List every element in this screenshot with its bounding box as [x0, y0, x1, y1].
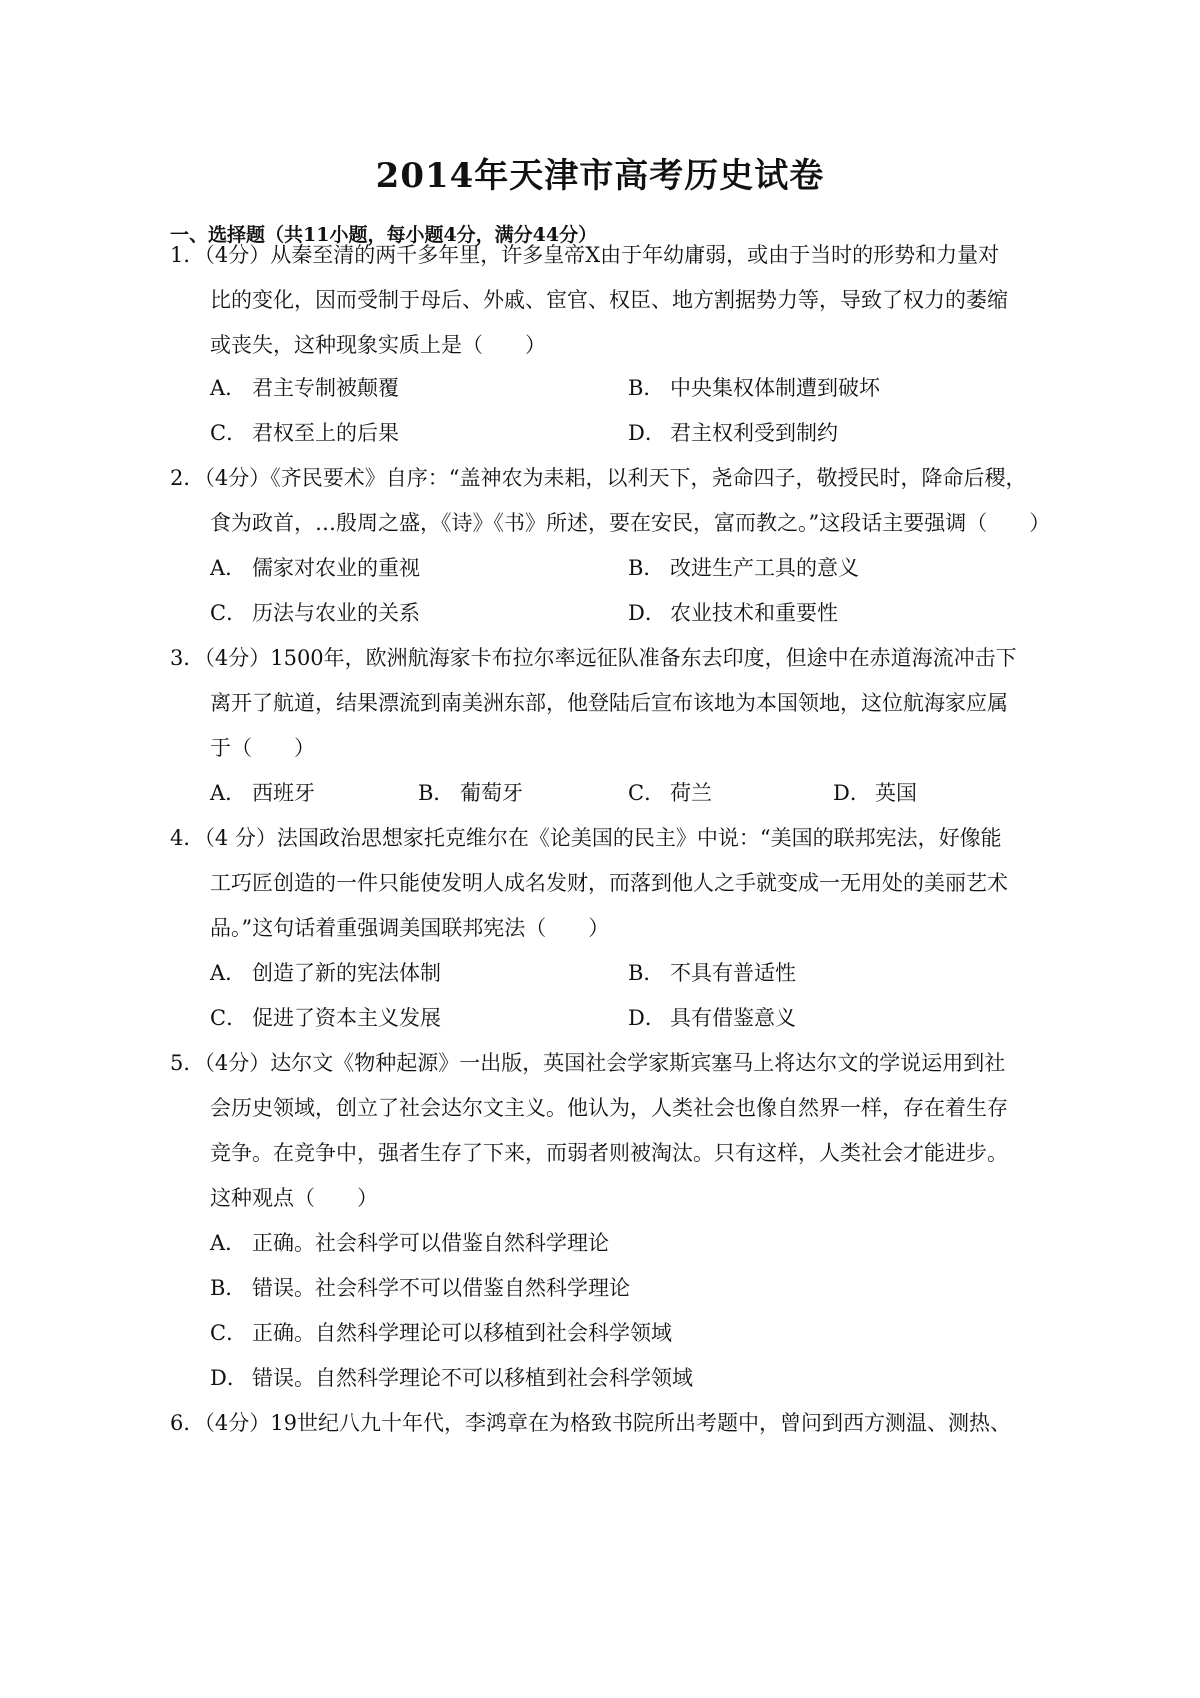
option-text: 不具有普适性 [670, 961, 796, 985]
question-1-option-d [628, 418, 838, 448]
option-text: 错误。社会科学不可以借鉴自然科学理论 [252, 1276, 630, 1300]
option-label: D． [628, 421, 666, 445]
question-2-line-1: 2．（4分）《齐民要术》自序：“盖神农为耒耜，以利天下，尧命四子，敬授民时，降命后稷， [170, 466, 1027, 490]
option-text: 促进了资本主义发展 [252, 1006, 441, 1030]
question-5-line-4: 这种观点（ ） [210, 1186, 378, 1210]
option-text: 君权至上的后果 [252, 421, 399, 445]
question-5-option-c [210, 1318, 672, 1348]
option-text: 西班牙 [252, 781, 315, 805]
option-label: A． [210, 781, 247, 805]
option-label: A． [210, 961, 247, 985]
option-text: 英国 [875, 781, 917, 805]
option-label: D． [210, 1366, 248, 1390]
question-3-option-c [628, 778, 712, 808]
question-5-option-a [210, 1228, 609, 1258]
option-text: 创造了新的宪法体制 [252, 961, 441, 985]
question-1-line-2: 比的变化，因而受制于母后、外戚、宦官、权臣、地方割据势力等，导致了权力的萎缩 [210, 288, 1008, 312]
question-1-option-b [628, 373, 880, 403]
question-5-line-1: 5．（4分）达尔文《物种起源》一出版，英国社会学家斯宾塞马上将达尔文的学说运用到社 [170, 1051, 1006, 1075]
question-6-line-1: 6．（4分）19世纪八九十年代，李鸿章在为格致书院所出考题中，曾问到西方测温、测热、 [170, 1411, 1011, 1435]
question-3-option-a [210, 778, 315, 808]
question-5-line-3: 竞争。在竞争中，强者生存了下来，而弱者则被淘汰。只有这样，人类社会才能进步。 [210, 1141, 1008, 1165]
option-label: B． [418, 781, 455, 805]
option-label: C． [210, 1006, 248, 1030]
option-label: B． [628, 376, 665, 400]
option-text: 改进生产工具的意义 [670, 556, 859, 580]
option-label: B． [628, 961, 665, 985]
question-2-line-2: 食为政首，…殷周之盛，《诗》《书》所述，要在安民，富而教之。”这段话主要强调（ ） [210, 511, 1051, 535]
question-5-option-d [210, 1363, 693, 1393]
option-label: C． [628, 781, 666, 805]
question-4-line-2: 工巧匠创造的一件只能使发明人成名发财，而落到他人之手就变成一无用处的美丽艺术 [210, 871, 1008, 895]
question-2-option-c [210, 598, 420, 628]
question-2-option-d [628, 598, 838, 628]
option-label: D． [833, 781, 871, 805]
question-4-option-b [628, 958, 796, 988]
option-text: 农业技术和重要性 [670, 601, 838, 625]
option-text: 历法与农业的关系 [252, 601, 420, 625]
question-5-line-2: 会历史领域，创立了社会达尔文主义。他认为，人类社会也像自然界一样，存在着生存 [210, 1096, 1008, 1120]
option-text: 荷兰 [670, 781, 712, 805]
question-4-option-d [628, 1003, 796, 1033]
question-3-line-1: 3．（4分）1500年，欧洲航海家卡布拉尔率远征队准备东去印度，但途中在赤道海流冲击下 [170, 646, 1017, 670]
question-3-line-2: 离开了航道，结果漂流到南美洲东部，他登陆后宣布该地为本国领地，这位航海家应属 [210, 691, 1008, 715]
page-title: 2014年天津市高考历史试卷 [375, 156, 825, 196]
option-label: C． [210, 1321, 248, 1345]
question-4-line-3: 品。”这句话着重强调美国联邦宪法（ ） [210, 916, 610, 940]
option-text: 葡萄牙 [460, 781, 523, 805]
option-label: B． [210, 1276, 247, 1300]
option-text: 中央集权体制遭到破坏 [670, 376, 880, 400]
question-2-option-a [210, 553, 420, 583]
option-text: 儒家对农业的重视 [252, 556, 420, 580]
option-text: 错误。自然科学理论不可以移植到社会科学领域 [252, 1366, 693, 1390]
question-1-option-c [210, 418, 399, 448]
question-5-option-b [210, 1273, 630, 1303]
option-label: D． [628, 601, 666, 625]
question-3-option-d [833, 778, 917, 808]
option-text: 君主专制被颠覆 [252, 376, 399, 400]
option-label: A． [210, 556, 247, 580]
question-3-option-b [418, 778, 523, 808]
question-3-line-3: 于（ ） [210, 736, 315, 760]
option-label: C． [210, 601, 248, 625]
option-label: B． [628, 556, 665, 580]
question-4-option-c [210, 1003, 441, 1033]
section-heading: 一、选择题（共11小题，每小题4分，满分44分） [170, 224, 598, 246]
question-4-option-a [210, 958, 441, 988]
question-4-line-1: 4．（4 分）法国政治思想家托克维尔在《论美国的民主》中说：“美国的联邦宪法，好像能 [170, 826, 1002, 850]
question-1-option-a [210, 373, 399, 403]
option-text: 具有借鉴意义 [670, 1006, 796, 1030]
option-label: D． [628, 1006, 666, 1030]
question-2-option-b [628, 553, 859, 583]
question-1-line-3: 或丧失，这种现象实质上是（ ） [210, 333, 546, 357]
question-1-line-1: 1．（4分）从秦至清的两千多年里，许多皇帝X由于年幼庸弱，或由于当时的形势和力量对 [170, 243, 1000, 267]
option-label: A． [210, 376, 247, 400]
option-text: 君主权利受到制约 [670, 421, 838, 445]
option-label: A． [210, 1231, 247, 1255]
option-label: C． [210, 421, 248, 445]
option-text: 正确。社会科学可以借鉴自然科学理论 [252, 1231, 609, 1255]
option-text: 正确。自然科学理论可以移植到社会科学领域 [252, 1321, 672, 1345]
